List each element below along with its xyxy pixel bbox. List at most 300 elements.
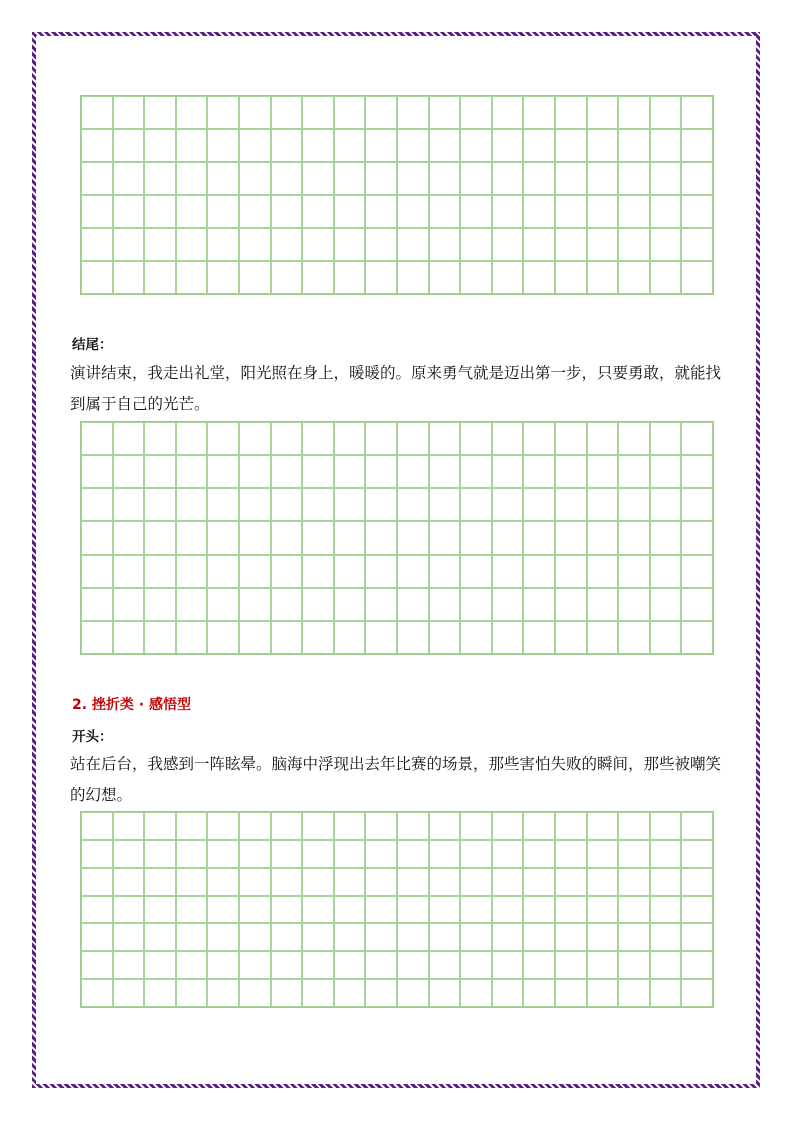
grid-cell[interactable] <box>239 422 271 455</box>
grid-cell[interactable] <box>650 588 682 621</box>
grid-cell[interactable] <box>207 455 239 488</box>
grid-cell[interactable] <box>618 455 650 488</box>
grid-cell[interactable] <box>81 129 113 162</box>
grid-cell[interactable] <box>492 521 524 554</box>
grid-cell[interactable] <box>460 228 492 261</box>
grid-cell[interactable] <box>650 162 682 195</box>
grid-cell[interactable] <box>397 455 429 488</box>
grid-cell[interactable] <box>587 228 619 261</box>
grid-cell[interactable] <box>587 979 619 1007</box>
grid-cell[interactable] <box>555 621 587 654</box>
grid-cell[interactable] <box>365 840 397 868</box>
grid-cell[interactable] <box>460 621 492 654</box>
grid-cell[interactable] <box>144 923 176 951</box>
grid-cell[interactable] <box>429 621 461 654</box>
grid-cell[interactable] <box>492 455 524 488</box>
grid-cell[interactable] <box>207 521 239 554</box>
grid-cell[interactable] <box>334 923 366 951</box>
grid-cell[interactable] <box>144 896 176 924</box>
grid-cell[interactable] <box>460 96 492 129</box>
grid-cell[interactable] <box>681 261 713 294</box>
grid-cell[interactable] <box>618 96 650 129</box>
grid-cell[interactable] <box>334 422 366 455</box>
grid-cell[interactable] <box>271 261 303 294</box>
grid-cell[interactable] <box>113 868 145 896</box>
grid-cell[interactable] <box>555 261 587 294</box>
grid-cell[interactable] <box>523 896 555 924</box>
grid-cell[interactable] <box>650 261 682 294</box>
grid-cell[interactable] <box>460 455 492 488</box>
grid-cell[interactable] <box>397 261 429 294</box>
grid-cell[interactable] <box>555 840 587 868</box>
grid-cell[interactable] <box>271 129 303 162</box>
grid-cell[interactable] <box>271 195 303 228</box>
grid-cell[interactable] <box>650 195 682 228</box>
grid-cell[interactable] <box>334 261 366 294</box>
grid-cell[interactable] <box>239 488 271 521</box>
grid-cell[interactable] <box>176 621 208 654</box>
grid-cell[interactable] <box>365 129 397 162</box>
grid-cell[interactable] <box>618 129 650 162</box>
grid-cell[interactable] <box>429 555 461 588</box>
grid-cell[interactable] <box>271 96 303 129</box>
grid-cell[interactable] <box>334 621 366 654</box>
grid-cell[interactable] <box>587 455 619 488</box>
grid-cell[interactable] <box>429 488 461 521</box>
grid-cell[interactable] <box>144 840 176 868</box>
grid-cell[interactable] <box>523 951 555 979</box>
grid-cell[interactable] <box>176 422 208 455</box>
grid-cell[interactable] <box>334 195 366 228</box>
grid-cell[interactable] <box>144 521 176 554</box>
grid-cell[interactable] <box>650 422 682 455</box>
grid-cell[interactable] <box>144 868 176 896</box>
grid-cell[interactable] <box>523 195 555 228</box>
grid-cell[interactable] <box>271 896 303 924</box>
grid-cell[interactable] <box>397 195 429 228</box>
grid-cell[interactable] <box>365 261 397 294</box>
grid-cell[interactable] <box>460 812 492 840</box>
grid-cell[interactable] <box>176 455 208 488</box>
grid-cell[interactable] <box>365 488 397 521</box>
grid-cell[interactable] <box>587 162 619 195</box>
grid-cell[interactable] <box>271 923 303 951</box>
grid-cell[interactable] <box>555 588 587 621</box>
grid-cell[interactable] <box>334 228 366 261</box>
grid-cell[interactable] <box>587 812 619 840</box>
grid-cell[interactable] <box>523 979 555 1007</box>
grid-cell[interactable] <box>302 96 334 129</box>
grid-cell[interactable] <box>144 455 176 488</box>
grid-cell[interactable] <box>176 555 208 588</box>
grid-cell[interactable] <box>271 555 303 588</box>
grid-cell[interactable] <box>365 923 397 951</box>
grid-cell[interactable] <box>555 129 587 162</box>
grid-cell[interactable] <box>365 951 397 979</box>
grid-cell[interactable] <box>207 129 239 162</box>
grid-cell[interactable] <box>681 228 713 261</box>
grid-cell[interactable] <box>365 588 397 621</box>
grid-cell[interactable] <box>113 979 145 1007</box>
grid-cell[interactable] <box>176 812 208 840</box>
grid-cell[interactable] <box>271 455 303 488</box>
grid-cell[interactable] <box>81 455 113 488</box>
grid-cell[interactable] <box>271 621 303 654</box>
grid-cell[interactable] <box>587 261 619 294</box>
grid-cell[interactable] <box>587 840 619 868</box>
grid-cell[interactable] <box>492 951 524 979</box>
grid-cell[interactable] <box>618 868 650 896</box>
writing-grid-1[interactable] <box>80 95 714 295</box>
grid-cell[interactable] <box>555 555 587 588</box>
grid-cell[interactable] <box>587 951 619 979</box>
grid-cell[interactable] <box>397 488 429 521</box>
grid-cell[interactable] <box>302 896 334 924</box>
grid-cell[interactable] <box>492 840 524 868</box>
grid-cell[interactable] <box>113 923 145 951</box>
grid-cell[interactable] <box>239 455 271 488</box>
grid-cell[interactable] <box>523 261 555 294</box>
grid-cell[interactable] <box>429 129 461 162</box>
grid-cell[interactable] <box>492 96 524 129</box>
grid-cell[interactable] <box>460 162 492 195</box>
grid-cell[interactable] <box>397 621 429 654</box>
grid-cell[interactable] <box>523 455 555 488</box>
grid-cell[interactable] <box>587 521 619 554</box>
grid-cell[interactable] <box>302 488 334 521</box>
grid-cell[interactable] <box>650 868 682 896</box>
grid-cell[interactable] <box>523 228 555 261</box>
grid-cell[interactable] <box>681 96 713 129</box>
grid-cell[interactable] <box>555 162 587 195</box>
grid-cell[interactable] <box>365 521 397 554</box>
grid-cell[interactable] <box>207 951 239 979</box>
grid-cell[interactable] <box>81 896 113 924</box>
grid-cell[interactable] <box>618 162 650 195</box>
grid-cell[interactable] <box>365 896 397 924</box>
grid-cell[interactable] <box>81 840 113 868</box>
grid-cell[interactable] <box>681 896 713 924</box>
grid-cell[interactable] <box>460 923 492 951</box>
grid-cell[interactable] <box>302 228 334 261</box>
grid-cell[interactable] <box>239 228 271 261</box>
grid-cell[interactable] <box>460 422 492 455</box>
grid-cell[interactable] <box>302 261 334 294</box>
grid-cell[interactable] <box>650 521 682 554</box>
grid-cell[interactable] <box>207 488 239 521</box>
grid-cell[interactable] <box>523 812 555 840</box>
grid-cell[interactable] <box>618 422 650 455</box>
writing-grid-2[interactable] <box>80 421 714 655</box>
grid-cell[interactable] <box>144 129 176 162</box>
grid-cell[interactable] <box>144 195 176 228</box>
grid-cell[interactable] <box>81 228 113 261</box>
grid-cell[interactable] <box>429 455 461 488</box>
grid-cell[interactable] <box>334 162 366 195</box>
grid-cell[interactable] <box>492 195 524 228</box>
grid-cell[interactable] <box>523 588 555 621</box>
grid-cell[interactable] <box>397 951 429 979</box>
grid-cell[interactable] <box>650 621 682 654</box>
grid-cell[interactable] <box>271 228 303 261</box>
grid-cell[interactable] <box>429 261 461 294</box>
grid-cell[interactable] <box>429 96 461 129</box>
grid-cell[interactable] <box>144 96 176 129</box>
grid-cell[interactable] <box>618 228 650 261</box>
grid-cell[interactable] <box>523 162 555 195</box>
grid-cell[interactable] <box>207 923 239 951</box>
grid-cell[interactable] <box>113 521 145 554</box>
grid-cell[interactable] <box>555 195 587 228</box>
grid-cell[interactable] <box>207 840 239 868</box>
grid-cell[interactable] <box>302 923 334 951</box>
grid-cell[interactable] <box>492 422 524 455</box>
grid-cell[interactable] <box>492 129 524 162</box>
grid-cell[interactable] <box>681 129 713 162</box>
grid-cell[interactable] <box>618 896 650 924</box>
grid-cell[interactable] <box>618 488 650 521</box>
grid-cell[interactable] <box>618 521 650 554</box>
grid-cell[interactable] <box>302 129 334 162</box>
grid-cell[interactable] <box>397 521 429 554</box>
grid-cell[interactable] <box>144 422 176 455</box>
grid-cell[interactable] <box>302 162 334 195</box>
grid-cell[interactable] <box>618 812 650 840</box>
grid-cell[interactable] <box>144 812 176 840</box>
grid-cell[interactable] <box>239 555 271 588</box>
grid-cell[interactable] <box>302 422 334 455</box>
grid-cell[interactable] <box>650 228 682 261</box>
grid-cell[interactable] <box>681 195 713 228</box>
grid-cell[interactable] <box>555 896 587 924</box>
grid-cell[interactable] <box>681 488 713 521</box>
grid-cell[interactable] <box>302 588 334 621</box>
grid-cell[interactable] <box>144 951 176 979</box>
grid-cell[interactable] <box>429 979 461 1007</box>
grid-cell[interactable] <box>113 951 145 979</box>
grid-cell[interactable] <box>492 812 524 840</box>
grid-cell[interactable] <box>681 621 713 654</box>
grid-cell[interactable] <box>681 588 713 621</box>
grid-cell[interactable] <box>144 488 176 521</box>
grid-cell[interactable] <box>555 979 587 1007</box>
grid-cell[interactable] <box>397 868 429 896</box>
grid-cell[interactable] <box>365 868 397 896</box>
grid-cell[interactable] <box>271 812 303 840</box>
grid-cell[interactable] <box>334 868 366 896</box>
grid-cell[interactable] <box>618 588 650 621</box>
grid-cell[interactable] <box>587 488 619 521</box>
grid-cell[interactable] <box>492 979 524 1007</box>
grid-cell[interactable] <box>492 896 524 924</box>
grid-cell[interactable] <box>176 896 208 924</box>
grid-cell[interactable] <box>523 96 555 129</box>
grid-cell[interactable] <box>113 261 145 294</box>
grid-cell[interactable] <box>144 228 176 261</box>
grid-cell[interactable] <box>650 951 682 979</box>
grid-cell[interactable] <box>681 555 713 588</box>
grid-cell[interactable] <box>207 162 239 195</box>
grid-cell[interactable] <box>81 621 113 654</box>
grid-cell[interactable] <box>681 455 713 488</box>
writing-grid-3[interactable] <box>80 811 714 1008</box>
grid-cell[interactable] <box>365 621 397 654</box>
grid-cell[interactable] <box>523 868 555 896</box>
grid-cell[interactable] <box>81 162 113 195</box>
grid-cell[interactable] <box>587 195 619 228</box>
grid-cell[interactable] <box>429 923 461 951</box>
grid-cell[interactable] <box>429 521 461 554</box>
grid-cell[interactable] <box>397 96 429 129</box>
grid-cell[interactable] <box>113 422 145 455</box>
grid-cell[interactable] <box>618 195 650 228</box>
grid-cell[interactable] <box>207 96 239 129</box>
grid-cell[interactable] <box>176 521 208 554</box>
grid-cell[interactable] <box>650 455 682 488</box>
grid-cell[interactable] <box>650 488 682 521</box>
grid-cell[interactable] <box>334 896 366 924</box>
grid-cell[interactable] <box>555 96 587 129</box>
grid-cell[interactable] <box>81 96 113 129</box>
grid-cell[interactable] <box>650 896 682 924</box>
grid-cell[interactable] <box>555 923 587 951</box>
grid-cell[interactable] <box>650 96 682 129</box>
grid-cell[interactable] <box>460 195 492 228</box>
grid-cell[interactable] <box>81 979 113 1007</box>
grid-cell[interactable] <box>587 621 619 654</box>
grid-cell[interactable] <box>681 923 713 951</box>
grid-cell[interactable] <box>239 96 271 129</box>
grid-cell[interactable] <box>207 868 239 896</box>
grid-cell[interactable] <box>239 951 271 979</box>
grid-cell[interactable] <box>555 812 587 840</box>
grid-cell[interactable] <box>618 979 650 1007</box>
grid-cell[interactable] <box>555 951 587 979</box>
grid-cell[interactable] <box>334 840 366 868</box>
grid-cell[interactable] <box>207 228 239 261</box>
grid-cell[interactable] <box>429 162 461 195</box>
grid-cell[interactable] <box>681 521 713 554</box>
grid-cell[interactable] <box>176 228 208 261</box>
grid-cell[interactable] <box>365 812 397 840</box>
grid-cell[interactable] <box>271 488 303 521</box>
grid-cell[interactable] <box>429 812 461 840</box>
grid-cell[interactable] <box>239 979 271 1007</box>
grid-cell[interactable] <box>429 896 461 924</box>
grid-cell[interactable] <box>81 588 113 621</box>
grid-cell[interactable] <box>239 923 271 951</box>
grid-cell[interactable] <box>555 422 587 455</box>
grid-cell[interactable] <box>271 868 303 896</box>
grid-cell[interactable] <box>429 195 461 228</box>
grid-cell[interactable] <box>81 261 113 294</box>
grid-cell[interactable] <box>334 521 366 554</box>
grid-cell[interactable] <box>460 521 492 554</box>
grid-cell[interactable] <box>681 812 713 840</box>
grid-cell[interactable] <box>587 923 619 951</box>
grid-cell[interactable] <box>113 96 145 129</box>
grid-cell[interactable] <box>334 129 366 162</box>
grid-cell[interactable] <box>113 129 145 162</box>
grid-cell[interactable] <box>650 840 682 868</box>
grid-cell[interactable] <box>681 422 713 455</box>
grid-cell[interactable] <box>492 868 524 896</box>
grid-cell[interactable] <box>397 840 429 868</box>
grid-cell[interactable] <box>176 261 208 294</box>
grid-cell[interactable] <box>334 455 366 488</box>
grid-cell[interactable] <box>523 923 555 951</box>
grid-cell[interactable] <box>460 896 492 924</box>
grid-cell[interactable] <box>176 951 208 979</box>
grid-cell[interactable] <box>302 455 334 488</box>
grid-cell[interactable] <box>460 840 492 868</box>
grid-cell[interactable] <box>523 422 555 455</box>
grid-cell[interactable] <box>81 951 113 979</box>
grid-cell[interactable] <box>397 422 429 455</box>
grid-cell[interactable] <box>681 979 713 1007</box>
grid-cell[interactable] <box>302 621 334 654</box>
grid-cell[interactable] <box>397 896 429 924</box>
grid-cell[interactable] <box>397 588 429 621</box>
grid-cell[interactable] <box>429 840 461 868</box>
grid-cell[interactable] <box>207 261 239 294</box>
grid-cell[interactable] <box>460 951 492 979</box>
grid-cell[interactable] <box>176 840 208 868</box>
grid-cell[interactable] <box>271 840 303 868</box>
grid-cell[interactable] <box>302 812 334 840</box>
grid-cell[interactable] <box>587 868 619 896</box>
grid-cell[interactable] <box>81 812 113 840</box>
grid-cell[interactable] <box>365 228 397 261</box>
grid-cell[interactable] <box>239 840 271 868</box>
grid-cell[interactable] <box>81 521 113 554</box>
grid-cell[interactable] <box>239 521 271 554</box>
grid-cell[interactable] <box>587 422 619 455</box>
grid-cell[interactable] <box>302 195 334 228</box>
grid-cell[interactable] <box>460 261 492 294</box>
grid-cell[interactable] <box>523 555 555 588</box>
grid-cell[interactable] <box>618 923 650 951</box>
grid-cell[interactable] <box>176 979 208 1007</box>
grid-cell[interactable] <box>207 896 239 924</box>
grid-cell[interactable] <box>397 162 429 195</box>
grid-cell[interactable] <box>207 812 239 840</box>
grid-cell[interactable] <box>207 588 239 621</box>
grid-cell[interactable] <box>460 129 492 162</box>
grid-cell[interactable] <box>144 162 176 195</box>
grid-cell[interactable] <box>523 521 555 554</box>
grid-cell[interactable] <box>239 588 271 621</box>
grid-cell[interactable] <box>81 555 113 588</box>
grid-cell[interactable] <box>397 129 429 162</box>
grid-cell[interactable] <box>334 951 366 979</box>
grid-cell[interactable] <box>555 521 587 554</box>
grid-cell[interactable] <box>271 422 303 455</box>
grid-cell[interactable] <box>429 868 461 896</box>
grid-cell[interactable] <box>113 812 145 840</box>
grid-cell[interactable] <box>81 422 113 455</box>
grid-cell[interactable] <box>239 621 271 654</box>
grid-cell[interactable] <box>650 923 682 951</box>
grid-cell[interactable] <box>302 868 334 896</box>
grid-cell[interactable] <box>555 488 587 521</box>
grid-cell[interactable] <box>207 195 239 228</box>
grid-cell[interactable] <box>176 588 208 621</box>
grid-cell[interactable] <box>587 555 619 588</box>
grid-cell[interactable] <box>334 812 366 840</box>
grid-cell[interactable] <box>239 195 271 228</box>
grid-cell[interactable] <box>365 162 397 195</box>
